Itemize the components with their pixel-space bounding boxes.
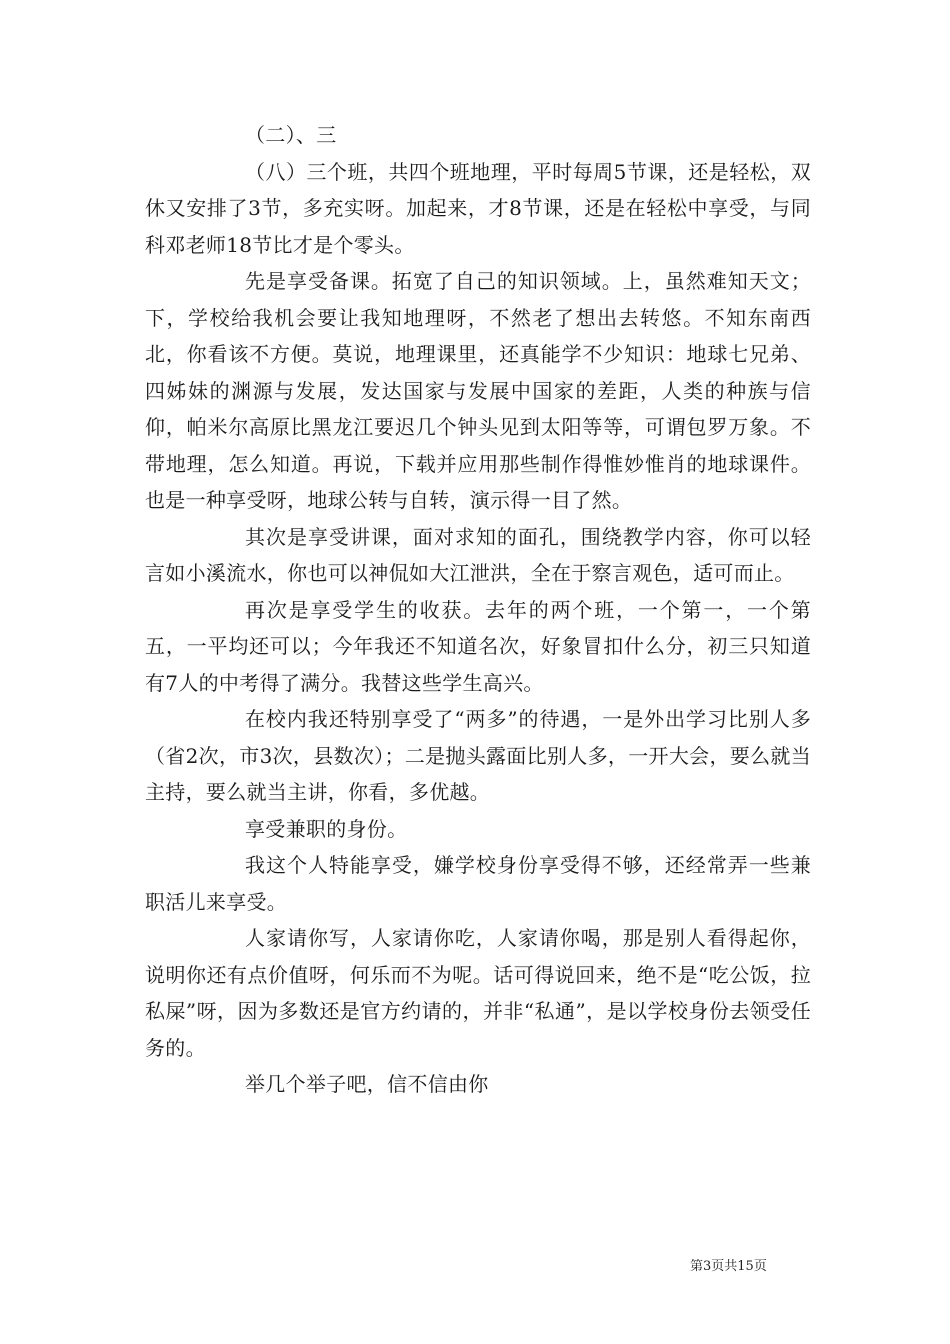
paragraph: 先是享受备课。拓宽了自己的知识领域。上，虽然难知天文；下，学校给我机会要让我知地理呀，不然老了想出去转悠。不知东南西北，你看该不方便。莫说，地理课里，还真能学不少知识：地球七兄弟、四姊妹的渊源与发展，发达国家与发展中国家的差距，人类的种族与信仰，帕米尔高原比黑龙江要迟几个钟头见到太阳等等，可谓包罗万象。不带地理，怎么知道。再说，下载并应用那些制作得惟妙惟肖的地球课件。也是一种享受呀，地球公转与自转，演示得一目了然。 <box>145 269 811 512</box>
paragraph: （八）三个班，共四个班地理，平时每周5节课，还是轻松，双休又安排了3节，多充实呀。加起来，才8节课，还是在轻松中享受，与同科邓老师18节比才是个零头。 <box>145 159 811 257</box>
paragraph: 人家请你写，人家请你吃，人家请你喝，那是别人看得起你，说明你还有点价值呀，何乐而不为呢。话可得说回来，绝不是“吃公饭，拉私屎”呀，因为多数还是官方约请的，并非“私通”，是以学校身份去领受任务的。 <box>145 926 811 1060</box>
paragraph: 我这个人特能享受，嫌学校身份享受得不够，还经常弄一些兼职活儿来享受。 <box>145 853 811 914</box>
paragraph: 再次是享受学生的收获。去年的两个班，一个第一，一个第五，一平均还可以；今年我还不知道名次，好象冒扣什么分，初三只知道有7人的中考得了满分。我替这些学生高兴。 <box>145 597 811 695</box>
document-body <box>145 117 811 1103</box>
paragraph: 举几个举子吧，信不信由你 <box>245 1072 489 1096</box>
paragraph: 其次是享受讲课，面对求知的面孔，围绕教学内容，你可以轻言如小溪流水，你也可以神侃如大江泄洪，全在于察言观色，适可而止。 <box>145 524 811 585</box>
paragraph: 在校内我还特别享受了“两多”的待遇，一是外出学习比别人多（省2次，市3次，县数次）；二是抛头露面比别人多，一开大会，要么就当主持，要么就当主讲，你看，多优越。 <box>145 707 811 804</box>
page-number-footer: 第3页共15页 <box>690 1259 767 1274</box>
section-heading: （二）、三 <box>245 123 337 147</box>
paragraph: 享受兼职的身份。 <box>245 816 408 841</box>
